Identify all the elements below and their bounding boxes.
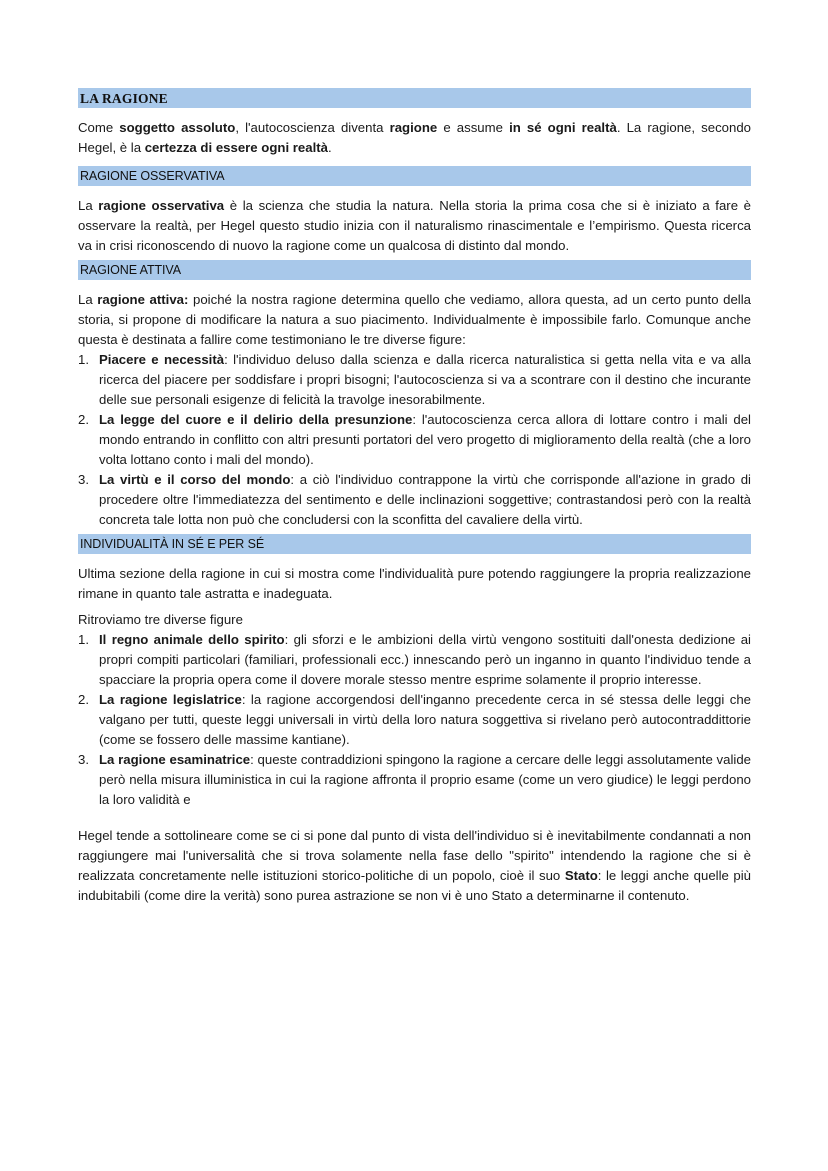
document-content xyxy=(78,88,751,906)
list-attiva xyxy=(78,350,751,530)
section-heading-individualita: INDIVIDUALITÀ IN SÉ E PER SÉ xyxy=(78,534,751,554)
paragraph-attiva: La ragione attiva: poiché la nostra ragione determina quello che vediamo, allora questa, ad un certo punto della storia, si propone di modificare la natura a suo piacimento. Individualmente è impossibile farlo. Comunque anche questa è destinata a fallire come testimoniano le tre diverse figure: xyxy=(78,292,752,347)
paragraph-individualita-figure: Ritroviamo tre diverse figure xyxy=(78,612,243,627)
list-item: 1. Piacere e necessità: l'individuo deluso dalla scienza e dalla ricerca naturalistica si getta nella vita e va alla ricerca del piacere per soddisfare i propri bisogni; l'autocoscienza si va a scontrare con il destino che incurante delle sue personali esigenze di felicità la travolge inesorabilmente. xyxy=(78,352,751,407)
paragraph-conclusione: Hegel tende a sottolineare come se ci si pone dal punto di vista dell'individuo si è inevitabilmente condannati a non raggiungere mai l'universalità che si trova solamente nella fase dello "spirito" intendendo la ragione che si è realizzata concretamente nelle istituzioni storico-politiche di un popolo, cioè il suo Stato: le leggi anche quelle più indubitabili (come dire la verità) sono purea astrazione se non vi è uno Stato a determinarne il contenuto. xyxy=(78,828,751,903)
list-individualita xyxy=(78,630,751,810)
section-heading-attiva: RAGIONE ATTIVA xyxy=(78,260,751,280)
list-item: 2. La legge del cuore e il delirio della presunzione: l'autocoscienza cerca allora di lottare contro i mali del mondo entrando in conflitto con altri presunti portatori del vero progetto di miglioramento della realtà (che a loro volta lottano conto i mali del mondo). xyxy=(78,412,751,467)
section-heading-osservativa: RAGIONE OSSERVATIVA xyxy=(78,166,751,186)
list-item: 3. La virtù e il corso del mondo: a ciò l'individuo contrappone la virtù che corrisponde all'azione in grado di procedere oltre l'immediatezza del sentimento e delle inclinazioni soggettive; contrastandosi però con la realtà concreta tale lotta non può che concludersi con la sconfitta del cavaliere della virtù. xyxy=(78,472,751,527)
list-item: 2. La ragione legislatrice: la ragione accorgendosi dell'inganno precedente cerca in sé stessa delle leggi che valgano per tutti, queste leggi universali in virtù della loro natura soggettiva si rivelano però autocontraddittorie (come se fossero delle massime kantiane). xyxy=(78,692,751,747)
paragraph-ragione: Come soggetto assoluto, l'autocoscienza diventa ragione e assume in sé ogni realtà. La ragione, secondo Hegel, è la certezza di essere ogni realtà. xyxy=(78,120,752,155)
paragraph-osservativa: La ragione osservativa è la scienza che studia la natura. Nella storia la prima cosa che si è iniziato a fare è osservare la realtà, per Hegel questo studio inizia con il naturalismo rinascimentale e l’empirismo. Questa ricerca va in crisi riconoscendo di nuovo la ragione come un qualcosa di distinto dal mondo. xyxy=(78,198,751,253)
list-item: 3. La ragione esaminatrice: queste contraddizioni spingono la ragione a cercare delle leggi assolutamente valide però nella misura illuministica in cui la ragione affronta il proprio esame (come un vero giudice) le leggi perdono la loro validità e xyxy=(78,752,751,807)
paragraph-individualita-intro: Ultima sezione della ragione in cui si mostra come l'individualità pure potendo raggiungere la propria realizzazione rimane in quanto tale astratta e inadeguata. xyxy=(78,566,751,601)
list-item: 1. Il regno animale dello spirito: gli sforzi e le ambizioni della virtù vengono sostituiti dall'onesta dedizione ai propri compiti particolari (familiari, professionali ecc.) innescando però un inganno in quanto l'individuo tende a spacciare la propria opera come il dovere morale stesso mentre esprime solamente il proprio interesse. xyxy=(78,632,751,687)
section-heading-ragione: LA RAGIONE xyxy=(78,88,751,108)
